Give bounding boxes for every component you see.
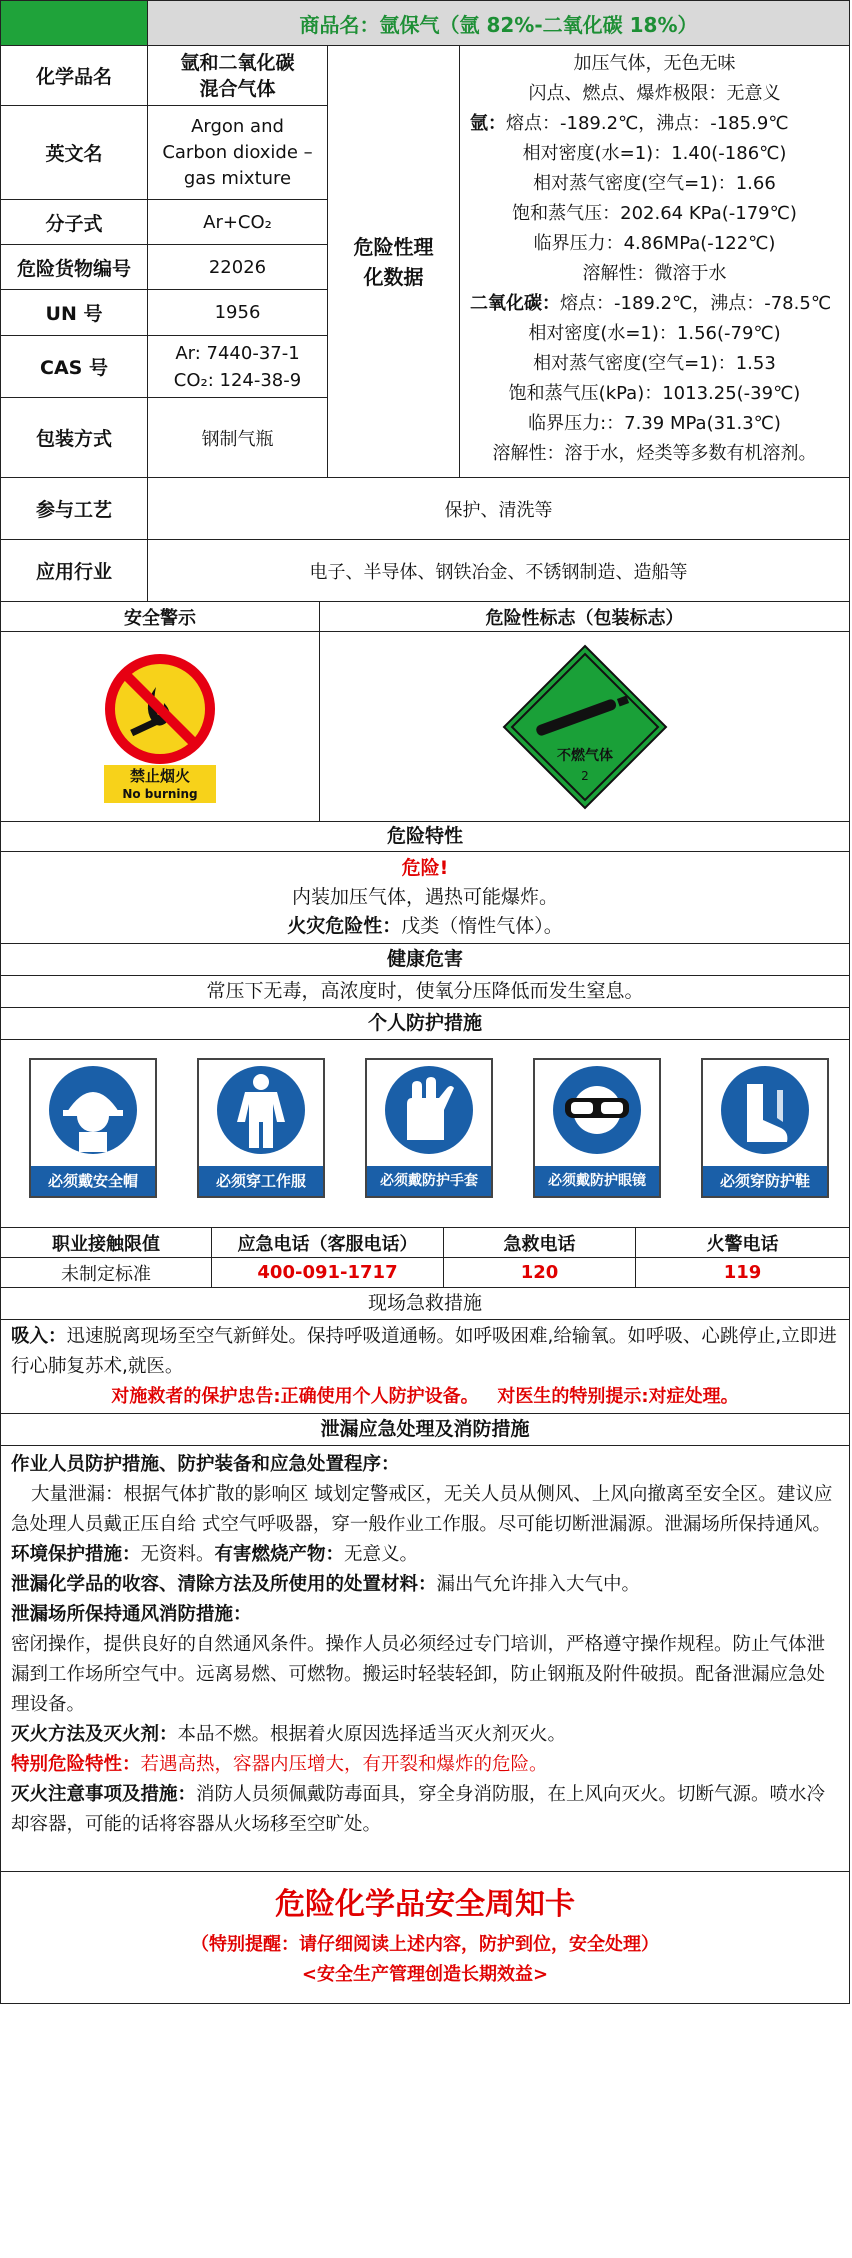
- signs-header-row: [0, 602, 850, 632]
- info-value: 1956: [148, 290, 328, 336]
- info-label: UN 号: [0, 290, 148, 336]
- combust-value: 无意义。: [344, 1544, 419, 1565]
- firstaid-body: [0, 1320, 850, 1414]
- info-label: 英文名: [0, 106, 148, 200]
- inhale-text: [1, 1320, 849, 1382]
- props-line: 饱和蒸气压：202.64 KPa(-179℃): [512, 203, 797, 224]
- fire-hazard-value: 戊类（惰性气体）。: [401, 915, 563, 937]
- info-left: [0, 46, 328, 478]
- special-value: 若遇高热，容器内压增大，有开裂和爆炸的危险。: [140, 1754, 548, 1775]
- ppe-label: 必须戴防护手套: [367, 1166, 491, 1196]
- contacts-value-row: [0, 1258, 850, 1288]
- ppe-label: 必须戴防护眼镜: [535, 1166, 659, 1196]
- props-line: 溶解性：微溶于水: [582, 263, 727, 284]
- props-line: 饱和蒸气压(kPa)：1013.25(-39℃): [508, 383, 801, 404]
- emergency-phone[interactable]: 400-091-1717: [212, 1258, 444, 1288]
- fire-note-label: 灭火注意事项及措施：: [11, 1784, 197, 1805]
- process-value: 保护、清洗等: [148, 478, 850, 540]
- info-value: 22026: [148, 245, 328, 290]
- diamond-text: 不燃气体: [556, 747, 613, 764]
- footer: [0, 1872, 850, 2004]
- fire-note-value: 消防人员须佩戴防毒面具，穿全身消防服，在上风向灭火。切断气源。喷水冷却容器，可能的话将容器从火场移至空旷处。: [11, 1784, 826, 1835]
- contact-header: 急救电话: [444, 1228, 636, 1258]
- info-value: [148, 106, 328, 200]
- info-value: [148, 46, 328, 106]
- hazard-header: 危险特性: [0, 822, 850, 852]
- no-burning-icon: [100, 647, 220, 807]
- boots-icon: [703, 1060, 827, 1164]
- env-value: 无资料。: [140, 1544, 215, 1565]
- ppe-sign: [365, 1058, 493, 1198]
- danger-word: 危险!: [401, 857, 449, 879]
- inhale-label: 吸入：: [11, 1326, 67, 1347]
- vent-text: 密闭操作，提供良好的自然通风条件。操作人员必须经过专门培训，严格遵守操作规程。防止气体泄漏到工作场所空气中。远离易燃、可燃物。搬运时轻装轻卸，防止钢瓶及附件破损。配备泄漏应急处理设备。: [11, 1634, 826, 1715]
- industry-row: [0, 540, 850, 602]
- info-row-un: [0, 290, 328, 336]
- industry-value: 电子、半导体、钢铁冶金、不锈钢制造、造船等: [148, 540, 850, 602]
- ppe-label: 必须穿防护鞋: [703, 1166, 827, 1196]
- ppe-header: 个人防护措施: [0, 1008, 850, 1040]
- contact-header: 职业接触限值: [0, 1228, 212, 1258]
- info-row-name: [0, 46, 328, 106]
- props-line-argon: [460, 109, 849, 139]
- collect-value: 漏出气允许排入大气中。: [436, 1574, 641, 1595]
- hazard-props-label: 危险性理化数据: [328, 46, 460, 478]
- props-line: 熔点：-189.2℃，沸点：-78.5℃: [560, 293, 832, 314]
- info-row-dg-number: [0, 245, 328, 290]
- info-value-line: gas mixture: [183, 167, 292, 189]
- ppe-sign: [29, 1058, 157, 1198]
- process-row: [0, 478, 850, 540]
- special-line: [1, 1750, 849, 1780]
- ppe-sign: [701, 1058, 829, 1198]
- hazard-props: [460, 46, 850, 478]
- info-value-line: CO₂: 124-38-9: [173, 369, 302, 391]
- hazard-line: 内装加压气体，遇热可能爆炸。: [291, 886, 558, 908]
- health-text: 常压下无毒，高浓度时，使氧分压降低而发生窒息。: [0, 976, 850, 1008]
- info-value: Ar+CO₂: [148, 200, 328, 245]
- first-aid-phone[interactable]: 120: [444, 1258, 636, 1288]
- info-row-packaging: [0, 398, 328, 478]
- collect-line: [1, 1570, 849, 1600]
- props-line: 临界压力：4.86MPa(-122℃): [533, 233, 776, 254]
- header-row: [0, 0, 850, 46]
- ppe-sign: [533, 1058, 661, 1198]
- hazard-body: [0, 852, 850, 944]
- vent-label: 泄漏场所保持通风消防措施：: [11, 1604, 252, 1625]
- combust-label: 有害燃烧产物：: [214, 1544, 345, 1565]
- extinguish-label: 灭火方法及灭火剂：: [11, 1724, 178, 1745]
- props-line: 闪点、燃点、爆炸极限：无意义: [528, 83, 781, 104]
- ppe-row: [0, 1040, 850, 1228]
- props-line: 溶解性：溶于水，烃类等多数有机溶剂。: [492, 443, 817, 464]
- coverall-icon: [199, 1060, 323, 1164]
- diamond-class: 2: [580, 768, 589, 783]
- props-line: 相对蒸气密度(空气=1)：1.66: [533, 173, 776, 194]
- footer-reminder: （特别提醒：请仔细阅读上述内容，防护到位，安全处理）: [191, 1934, 659, 1955]
- ppe-sign: [197, 1058, 325, 1198]
- info-value-line: Carbon dioxide –: [162, 141, 313, 163]
- extinguish-line: [1, 1720, 849, 1750]
- special-label: 特别危险特性：: [11, 1754, 141, 1775]
- fire-phone[interactable]: 119: [636, 1258, 850, 1288]
- safety-warning-header: 安全警示: [0, 602, 320, 632]
- no-fire-en: No burning: [122, 786, 198, 801]
- ppe-label: 必须穿工作服: [199, 1166, 323, 1196]
- extinguish-value: 本品不燃。根据着火原因选择适当灭火剂灭火。: [177, 1724, 567, 1745]
- props-line: 加压气体，无色无味: [573, 53, 736, 74]
- info-value: [148, 336, 328, 398]
- info-label: 危险货物编号: [0, 245, 148, 290]
- contact-header: 火警电话: [636, 1228, 850, 1258]
- env-line: [1, 1540, 849, 1570]
- hard-hat-icon: [31, 1060, 155, 1164]
- env-label: 环境保护措施：: [11, 1544, 141, 1565]
- no-fire-zh: 禁止烟火: [129, 766, 191, 785]
- procedures-label: 作业人员防护措施、防护装备和应急处置程序：: [11, 1454, 400, 1475]
- info-label: 包装方式: [0, 398, 148, 478]
- props-line-co2: [460, 289, 849, 319]
- footer-title: 危险化学品安全周知卡: [275, 1887, 575, 1922]
- firstaid-advice: 对施救者的保护忠告:正确使用个人防护设备。 对医生的特别提示:对症处理。: [111, 1386, 739, 1407]
- health-header: 健康危害: [0, 944, 850, 976]
- inhale-value: 迅速脱离现场至空气新鲜处。保持呼吸道通畅。如呼吸困难,给输氧。如呼吸、心跳停止,立即进行心肺复苏术,就医。: [11, 1326, 837, 1377]
- info-value-line: Ar: 7440-37-1: [175, 342, 300, 364]
- fire-hazard-label: 火灾危险性：: [287, 915, 402, 937]
- footer-slogan: <安全生产管理创造长期效益>: [301, 1964, 549, 1985]
- collect-label: 泄漏化学品的收容、清除方法及所使用的处置材料：: [11, 1574, 437, 1595]
- co2-prefix: 二氧化碳：: [470, 293, 560, 314]
- non-flammable-gas-diamond-icon: [500, 642, 670, 812]
- props-line: 相对密度(水=1)：1.40(-186℃): [522, 143, 787, 164]
- fire-note-line: [1, 1780, 849, 1840]
- green-bar: [0, 0, 148, 46]
- goggles-icon: [535, 1060, 659, 1164]
- info-row-english: [0, 106, 328, 200]
- contacts-header-row: [0, 1228, 850, 1258]
- info-label: 分子式: [0, 200, 148, 245]
- exposure-limit: 未制定标准: [0, 1258, 212, 1288]
- industry-label: 应用行业: [0, 540, 148, 602]
- props-line: 临界压力:：7.39 MPa(31.3℃): [528, 413, 781, 434]
- info-row-formula: [0, 200, 328, 245]
- leak-body: [0, 1446, 850, 1872]
- info-label: 化学品名: [0, 46, 148, 106]
- large-leak-text: 大量泄漏：根据气体扩散的影响区 域划定警戒区，无关人员从侧风、上风向撤离至安全区。建议应急处理人员戴正压自给 式空气呼吸器，穿一般作业工作服。尽可能切断泄漏源。泄漏场所保持通风。: [11, 1484, 833, 1535]
- info-value: 钢制气瓶: [148, 398, 328, 478]
- info-value-line: 混合气体: [199, 77, 276, 100]
- info-row-cas: [0, 336, 328, 398]
- signs-row: [0, 632, 850, 822]
- props-line: 相对密度(水=1)：1.56(-79℃): [528, 323, 781, 344]
- firstaid-header: 现场急救措施: [0, 1288, 850, 1320]
- process-label: 参与工艺: [0, 478, 148, 540]
- info-label: CAS 号: [0, 336, 148, 398]
- ppe-label: 必须戴安全帽: [31, 1166, 155, 1196]
- props-line: 相对蒸气密度(空气=1)：1.53: [533, 353, 776, 374]
- product-title: 商品名：氩保气（氩 82%-二氧化碳 18%）: [148, 0, 850, 46]
- argon-prefix: 氩：: [470, 113, 506, 134]
- info-block: [0, 46, 850, 478]
- gloves-icon: [367, 1060, 491, 1164]
- props-line: 熔点：-189.2℃，沸点：-185.9℃: [506, 113, 789, 134]
- no-fire-sign: [0, 632, 320, 822]
- info-value-line: 氩和二氧化碳: [180, 51, 295, 74]
- leak-header: 泄漏应急处理及消防措施: [0, 1414, 850, 1446]
- gas-class-label: [320, 632, 850, 822]
- info-value-line: Argon and: [191, 115, 284, 137]
- fire-hazard-line: [1, 912, 849, 941]
- hazard-label-header: 危险性标志（包装标志）: [320, 602, 850, 632]
- contact-header: 应急电话（客服电话）: [212, 1228, 444, 1258]
